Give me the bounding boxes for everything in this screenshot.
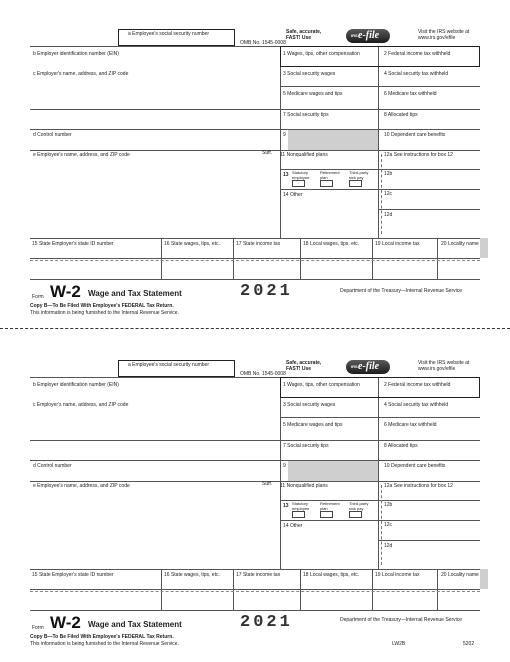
box-18-label: 18 Local wages, tips, etc. (303, 241, 360, 247)
suff-label: Suff. (262, 150, 273, 156)
box-9-shaded (288, 461, 378, 481)
copy-b-text: Copy B—To Be Filed With Employee's FEDERAL Tax Return. (30, 634, 174, 640)
box-11-label: 11 Nonqualified plans (280, 483, 328, 489)
suff-label: Suff. (262, 481, 273, 487)
w2-form-copy-top (0, 24, 510, 324)
box-2-label: 2 Federal income tax withheld (384, 51, 451, 57)
box-11-label: 11 Nonqualified plans (280, 152, 328, 158)
visit-line2: www.irs.gov/efile (418, 366, 456, 372)
box-5-label: 5 Medicare wages and tips (283, 422, 343, 428)
box-16-label: 16 State wages, tips, etc. (164, 241, 220, 247)
box-15-label: 15 State Employer's state ID number (32, 241, 114, 247)
department: Department of the Treasury—Internal Revenue Service (340, 288, 463, 294)
thirdparty-checkbox[interactable] (349, 511, 362, 518)
copy-b-text: Copy B—To Be Filed With Employee's FEDERAL Tax Return. (30, 303, 174, 309)
department: Department of the Treasury—Internal Revenue Service (340, 617, 463, 623)
box-12a-label: 12a See instructions for box 12 (384, 483, 453, 489)
box-c-label: c Employer's name, address, and ZIP code (33, 71, 129, 77)
box-7-label: 7 Social security tips (283, 443, 329, 449)
efile-logo: IRS e-file (346, 360, 390, 374)
box-6-label: 6 Medicare tax withheld (384, 422, 437, 428)
w2-title: W-2 (50, 282, 81, 301)
statutory-label: Statutory employee (292, 501, 310, 511)
box-b-label: b Employer identification number (EIN) (33, 382, 119, 388)
box-12c-label: 12c (384, 191, 393, 197)
retirement-checkbox[interactable] (320, 511, 333, 518)
box-a-label: a Employee's social security number (128, 362, 209, 368)
code-lw2b: LW2B (392, 641, 406, 647)
box-19-label: 19 Local income tax (375, 572, 420, 578)
box-12a-label: 12a See instructions for box 12 (384, 152, 453, 158)
box-10-label: 10 Dependent care benefits (384, 463, 446, 469)
cut-line (0, 328, 510, 329)
info-text: This information is being furnished to the Internal Revenue Service. (30, 310, 179, 316)
safe-text: Safe, accurate, (286, 360, 322, 366)
box-3-label: 3 Social security wages (283, 402, 336, 408)
box-b-label: b Employer identification number (EIN) (33, 51, 119, 57)
box-20-label: 20 Locality name (441, 241, 479, 247)
box-6-label: 6 Medicare tax withheld (384, 91, 437, 97)
thirdparty-checkbox[interactable] (349, 180, 362, 187)
w2-form-copy-bottom (0, 355, 510, 655)
box-4-label: 4 Social security tax withheld (384, 71, 449, 77)
box-c-label: c Employer's name, address, and ZIP code (33, 402, 129, 408)
box-e-label: e Employee's name, address, and ZIP code (33, 152, 130, 158)
box-9-label: 9 (283, 132, 286, 138)
tax-year: 2021 (240, 613, 293, 632)
box-8-label: 8 Allocated tips (384, 443, 418, 449)
fast-text: FAST! Use (286, 35, 312, 41)
statutory-checkbox[interactable] (292, 511, 305, 518)
box-18-label: 18 Local wages, tips, etc. (303, 572, 360, 578)
box-e-label: e Employee's name, address, and ZIP code (33, 483, 130, 489)
box-12d-label: 12d (384, 212, 393, 218)
safe-text: Safe, accurate, (286, 29, 322, 35)
box-13-label: 13 (283, 172, 289, 178)
visit-line2: www.irs.gov/efile (418, 35, 456, 41)
box-12b-label: 12b (384, 502, 393, 508)
box-13-label: 13 (283, 503, 289, 509)
retirement-label: Retirement plan (320, 170, 340, 180)
box-9-label: 9 (283, 463, 286, 469)
box-a-label: a Employee's social security number (128, 31, 209, 37)
box-7-label: 7 Social security tips (283, 112, 329, 118)
retirement-label: Retirement plan (320, 501, 340, 511)
box-3-label: 3 Social security wages (283, 71, 336, 77)
box-2-label: 2 Federal income tax withheld (384, 382, 451, 388)
retirement-checkbox[interactable] (320, 180, 333, 187)
locality-shaded (480, 569, 488, 589)
statutory-label: Statutory employee (292, 170, 310, 180)
visit-line1: Visit the IRS website at (418, 29, 470, 35)
omb-number: OMB No. 1545-0008 (240, 40, 286, 46)
info-text: This information is being furnished to the Internal Revenue Service. (30, 641, 179, 647)
box-12d-label: 12d (384, 543, 393, 549)
tax-year: 2021 (240, 282, 293, 301)
locality-shaded (480, 238, 488, 258)
thirdparty-label: Third-party sick pay (349, 501, 369, 511)
box-9-shaded (288, 130, 378, 150)
box-4-label: 4 Social security tax withheld (384, 402, 449, 408)
box-17-label: 17 State income tax (236, 241, 281, 247)
box-8-label: 8 Allocated tips (384, 112, 418, 118)
box-14-label: 14 Other (283, 192, 303, 198)
visit-line1: Visit the IRS website at (418, 360, 470, 366)
w2-title: W-2 (50, 613, 81, 632)
box-12c-label: 12c (384, 522, 393, 528)
box-d-label: d Control number (33, 463, 72, 469)
thirdparty-label: Third-party sick pay (349, 170, 369, 180)
box-19-label: 19 Local income tax (375, 241, 420, 247)
box-1-label: 1 Wages, tips, other compensation (283, 51, 360, 57)
box-20-label: 20 Locality name (441, 572, 479, 578)
statutory-checkbox[interactable] (292, 180, 305, 187)
box-16-label: 16 State wages, tips, etc. (164, 572, 220, 578)
box-1-label: 1 Wages, tips, other compensation (283, 382, 360, 388)
form-title: Wage and Tax Statement (88, 620, 182, 629)
form-word: Form (32, 294, 44, 300)
box-15-label: 15 State Employer's state ID number (32, 572, 114, 578)
box-5-label: 5 Medicare wages and tips (283, 91, 343, 97)
box-10-label: 10 Dependent care benefits (384, 132, 446, 138)
box-12b-label: 12b (384, 171, 393, 177)
code-5202: 5202 (463, 641, 475, 647)
fast-text: FAST! Use (286, 366, 312, 372)
efile-logo: IRS e-file (346, 29, 390, 43)
form-title: Wage and Tax Statement (88, 289, 182, 298)
omb-number: OMB No. 1545-0008 (240, 371, 286, 377)
box-d-label: d Control number (33, 132, 72, 138)
form-word: Form (32, 625, 44, 631)
box-14-label: 14 Other (283, 523, 303, 529)
box-17-label: 17 State income tax (236, 572, 281, 578)
